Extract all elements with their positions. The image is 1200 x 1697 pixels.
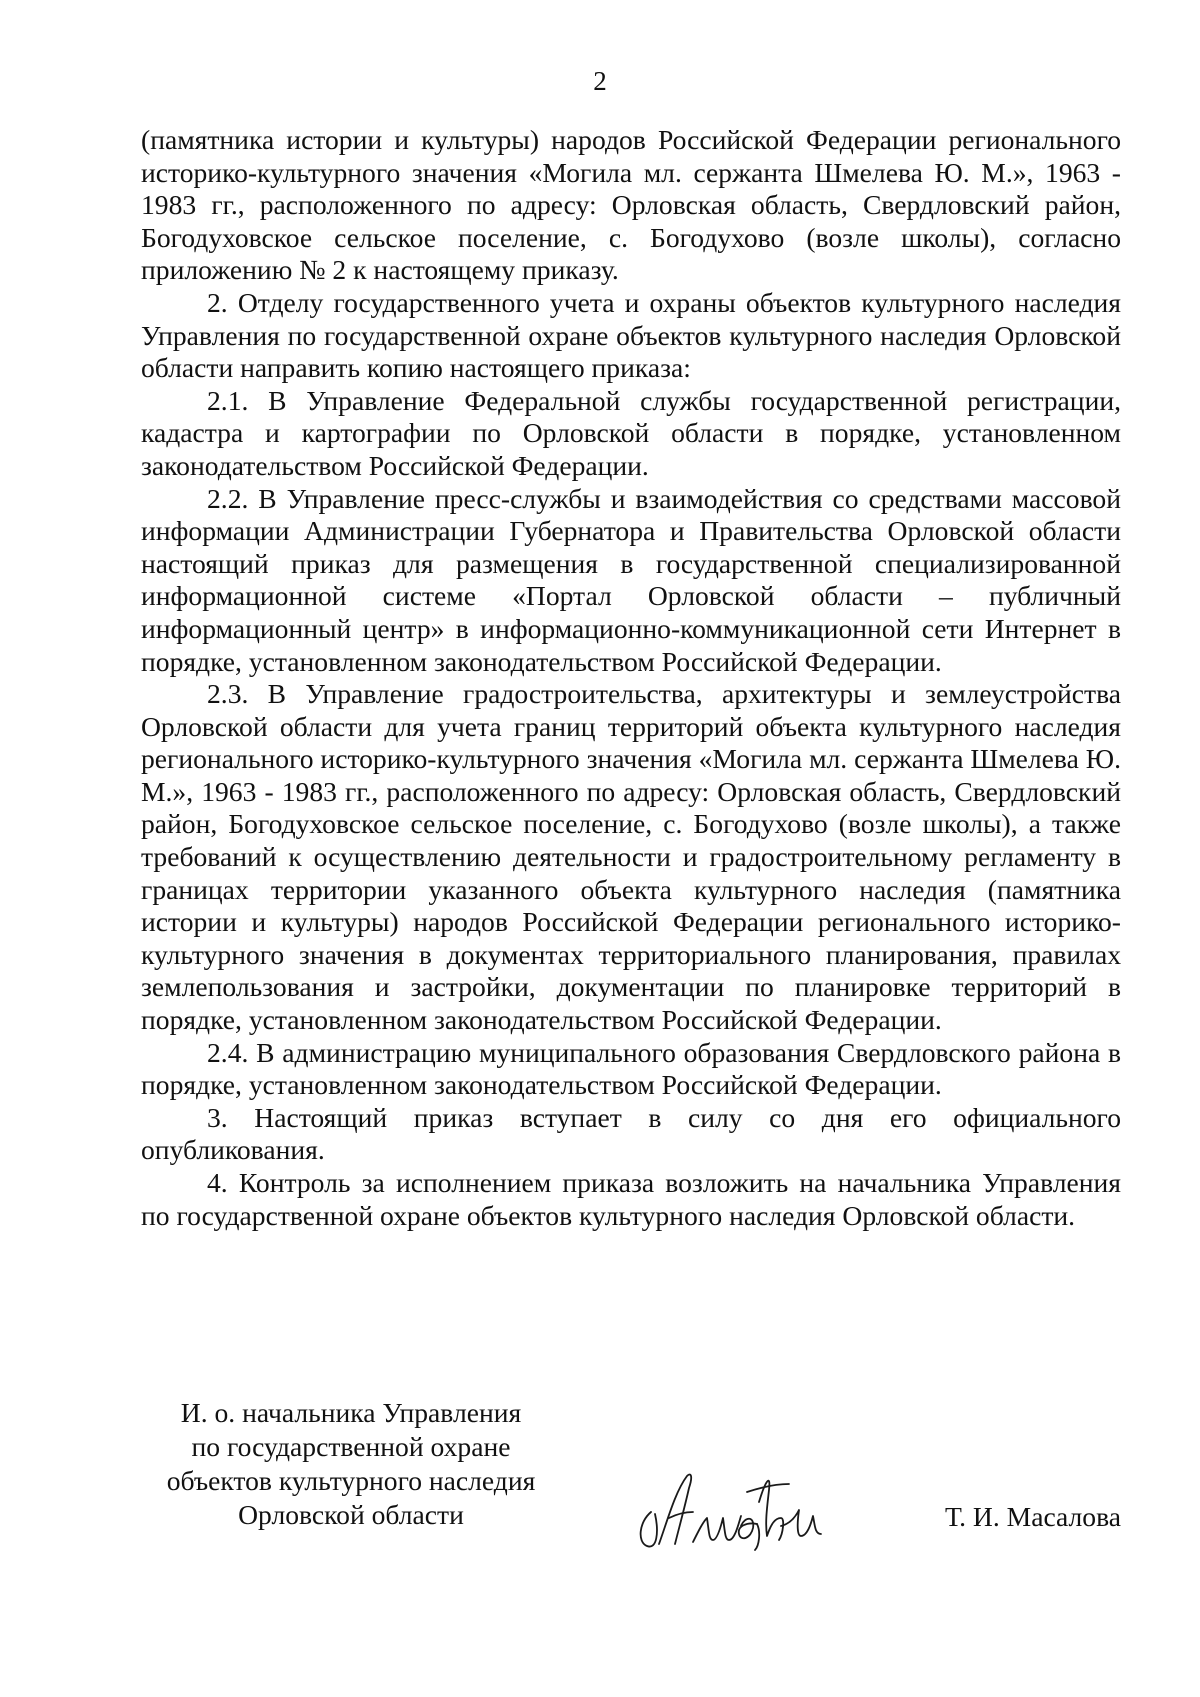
- page-number: 2: [593, 66, 607, 96]
- signer-position-line: по государственной охране: [191, 1431, 511, 1462]
- paragraph-item-2-1: 2.1. В Управление Федеральной службы государственной регистрации, кадастра и картографии по Орловской области в порядке, установленном законодательством Российской Федерации.: [141, 384, 1121, 481]
- paragraph-continuation: (памятника истории и культуры) народов Российской Федерации регионального историко-культурного значения «Могила мл. сержанта Шмелева Ю. М.», 1963 - 1983 гг., расположенного по адресу: Орловская область, Свердловский район, Богодуховское сельское поселение, с. Богодухово (возле школы), согласно приложению № 2 к настоящему приказу.: [141, 124, 1121, 286]
- handwritten-signature: [629, 1462, 829, 1552]
- paragraph-item-2-2: 2.2. В Управление пресс-службы и взаимодействия со средствами массовой информации Администрации Губернатора и Правительства Орловской области настоящий приказ для размещения в государственной специализированной информационной системе «Портал Орловской области – публичный информационный центр» в информационно-коммуникационной сети Интернет в порядке, установленном законодательством Российской Федерации.: [141, 482, 1121, 677]
- document-body: [141, 124, 1121, 1232]
- paragraph-item-2: 2. Отделу государственного учета и охраны объектов культурного наследия Управления по государственной охране объектов культурного наследия Орловской области направить копию настоящего приказа:: [141, 286, 1121, 384]
- signer-position: [141, 1396, 561, 1532]
- signature-block: [141, 1396, 1121, 1556]
- signer-name: Т. И. Масалова: [945, 1501, 1121, 1532]
- signer-position-line: объектов культурного наследия: [166, 1465, 536, 1496]
- paragraph-item-4: 4. Контроль за исполнением приказа возложить на начальника Управления по государственной охране объектов культурного наследия Орловской области.: [141, 1167, 1121, 1231]
- signer-position-line: Орловской области: [238, 1499, 464, 1530]
- signer-position-line: И. о. начальника Управления: [180, 1397, 522, 1428]
- paragraph-item-2-4: 2.4. В администрацию муниципального образования Свердловского района в порядке, установленном законодательством Российской Федерации.: [141, 1036, 1121, 1101]
- paragraph-item-3: 3. Настоящий приказ вступает в силу со дня его официального опубликования.: [141, 1101, 1121, 1166]
- paragraph-item-2-3: 2.3. В Управление градостроительства, архитектуры и землеустройства Орловской области для учета границ территорий объекта культурного наследия регионального историко-культурного значения «Могила мл. сержанта Шмелева Ю. М.», 1963 - 1983 гг., расположенного по адресу: Орловская область, Свердловский район, Богодуховское сельское поселение, с. Богодухово (возле школы), а также требований к осуществлению деятельности и градостроительному регламенту в границах территории указанного объекта культурного наследия (памятника истории и культуры) народов Российской Федерации регионального историко-культурного значения в документах территориального планирования, правилах землепользования и застройки, документации по планировке территорий в порядке, установленном законодательством Российской Федерации.: [141, 678, 1121, 1036]
